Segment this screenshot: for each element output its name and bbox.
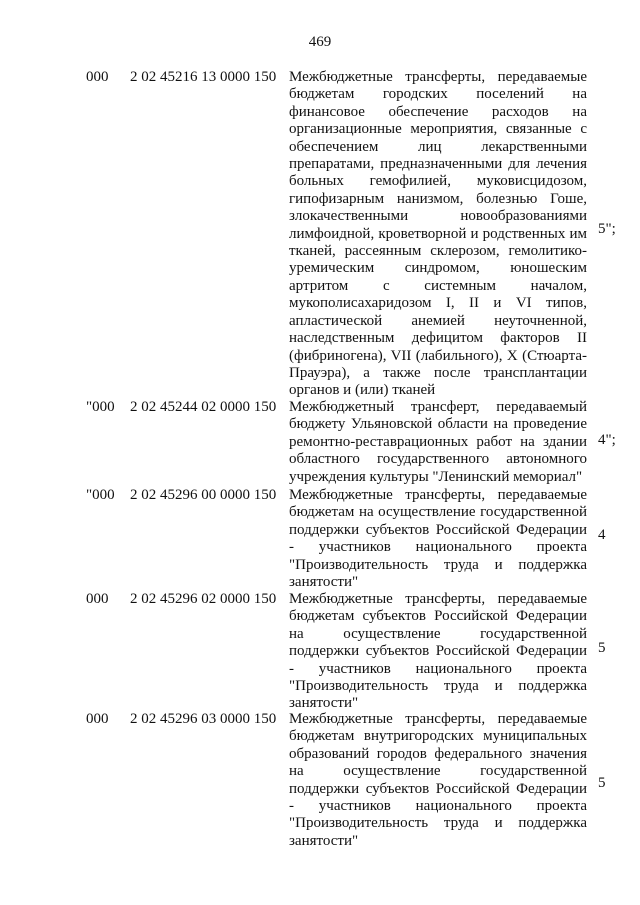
revenue-description: Межбюджетные трансферты, передаваемые бюджетам субъектов Российской Федерации на осуществление государственной поддержки субъектов Российской Федерации - участников национального проекта "Производительность труда и поддержка занятости" (289, 591, 587, 712)
appendix-number: 5 (598, 640, 606, 656)
table-row (0, 591, 640, 714)
admin-code: 000 (86, 69, 109, 85)
revenue-description: Межбюджетные трансферты, передаваемые бюджетам городских поселений на финансовое обеспечение расходов на организационные мероприятия, связанные с обеспечением лиц лекарственными препаратами, предназначенными для лечения больных гемофилией, муковисцидозом, гипофизарным нанизмом, болезнью Гоше, злокачественными новообразованиями лимфоидной, кроветворной и родственных им тканей, рассеянным склерозом, гемолитико-уремическим синдромом, юношеским артритом с системным началом, мукополисахаридозом I, II и VI типов, апластической анемией неуточненной, наследственным дефицитом факторов II (фибриногена), VII (лабильного), X (Стюарта-Прауэра), а также после трансплантации органов и (или) тканей (289, 69, 587, 399)
table-row (0, 711, 640, 851)
budget-classification-code: 2 02 45296 00 0000 150 (130, 487, 277, 503)
code-group (86, 591, 277, 608)
admin-code: "000 (86, 487, 115, 503)
revenue-description: Межбюджетные трансферты, передаваемые бюджетам на осуществление государственной поддержки субъектов Российской Федерации - участников национального проекта "Производительность труда и поддержка занятости" (289, 487, 587, 591)
code-group (86, 487, 277, 504)
code-group (86, 399, 277, 416)
appendix-number: 4 (598, 527, 606, 543)
appendix-number: 4"; (598, 432, 616, 448)
code-group (86, 711, 277, 728)
budget-classification-code: 2 02 45296 03 0000 150 (130, 711, 277, 727)
page-number: 469 (308, 34, 332, 50)
admin-code: 000 (86, 591, 109, 607)
budget-classification-code: 2 02 45216 13 0000 150 (130, 69, 277, 85)
appendix-number: 5"; (598, 221, 616, 237)
table-row (0, 399, 640, 487)
revenue-description: Межбюджетные трансферты, передаваемые бюджетам внутригородских муниципальных образований городов федерального значения на осуществление государственной поддержки субъектов Российской Федерации - участников национального проекта "Производительность труда и поддержка занятости" (289, 711, 587, 849)
revenue-description: Межбюджетный трансферт, передаваемый бюджету Ульяновской области на проведение ремонтно-реставрационных работ на здании областного государственного автономного учреждения культуры "Ленинский мемориал" (289, 399, 587, 485)
admin-code: 000 (86, 711, 109, 727)
budget-classification-code: 2 02 45296 02 0000 150 (130, 591, 277, 607)
code-group (86, 69, 277, 86)
admin-code: "000 (86, 399, 115, 415)
appendix-number: 5 (598, 775, 606, 791)
budget-classification-code: 2 02 45244 02 0000 150 (130, 399, 277, 415)
table-row (0, 487, 640, 592)
table-row (0, 69, 640, 399)
